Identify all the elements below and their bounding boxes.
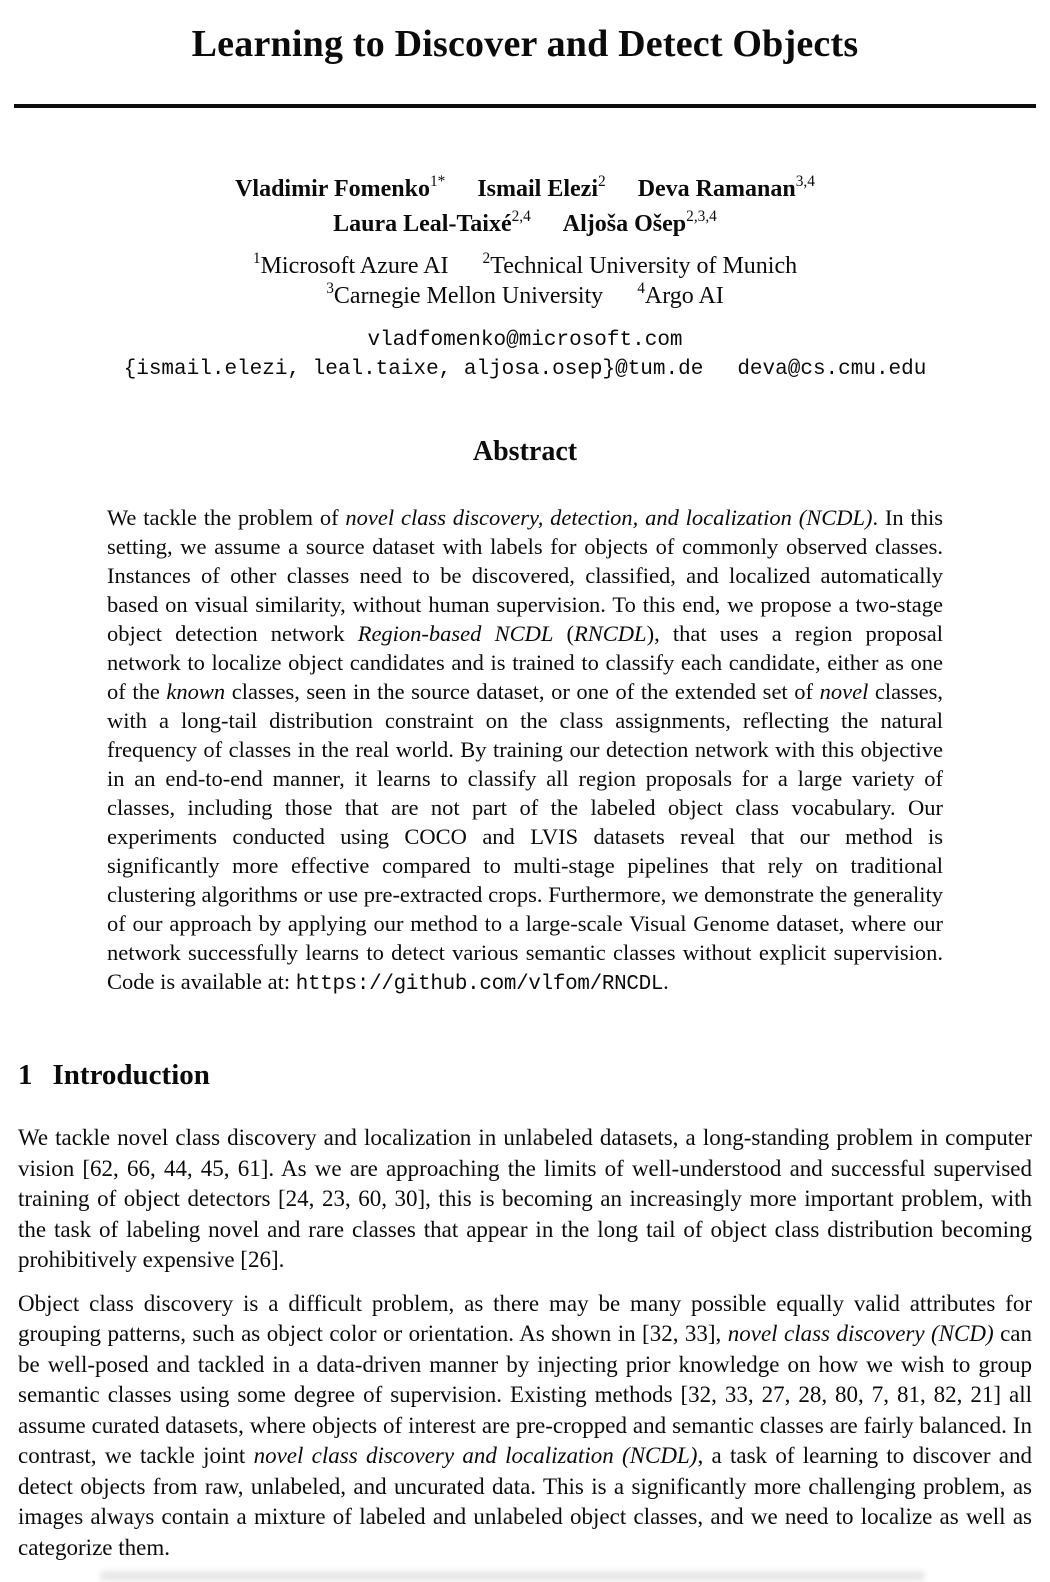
affiliation-name: Technical University of Munich bbox=[490, 253, 798, 279]
introduction-paragraph-1 bbox=[18, 1123, 1032, 1276]
affiliation bbox=[252, 250, 449, 279]
introduction-paragraph-2 bbox=[18, 1289, 1032, 1564]
title-divider-rule bbox=[14, 104, 1036, 108]
text-segment: . In this setting, we assume a source dataset with labels for objects of commonly observed classes. Instances of other classes need to be discovered, classified, and localized automatically based on visual similarity, without human supervision. To this end, we propose a two-stage object detection network bbox=[107, 505, 943, 646]
text-segment: . bbox=[663, 969, 669, 994]
author-name-text: Deva Ramanan bbox=[637, 176, 796, 202]
affiliation-marker: 1 bbox=[252, 250, 261, 268]
author-name bbox=[562, 208, 717, 237]
text-segment: Region-based NCDL bbox=[357, 621, 554, 646]
affiliation bbox=[326, 280, 604, 309]
author-affiliation-marker: 3,4 bbox=[795, 173, 815, 191]
affiliation-row bbox=[0, 281, 1050, 311]
author-affiliation-marker: 2 bbox=[598, 173, 606, 191]
email-block bbox=[0, 326, 1050, 384]
abstract-heading: Abstract bbox=[472, 436, 578, 467]
author-name-text: Laura Leal-Taixé bbox=[333, 211, 512, 237]
email-address-group: {ismail.elezi, leal.taixe, aljosa.osep}@tum.de bbox=[123, 358, 704, 381]
author-affiliation-marker: 1* bbox=[429, 173, 446, 191]
email-address: vladfomenko@microsoft.com bbox=[367, 329, 683, 352]
affiliation-row bbox=[0, 251, 1050, 281]
text-segment: We tackle novel class discovery and localization in unlabeled datasets, a long-standing problem in computer vision [62, 66, 44, 45, 61]. As we are approaching the limits of well-understood and successful supervised training of object detectors [24, 23, 60, 30], this is becoming an increasingly more important problem, with the task of labeling novel and rare classes that appear in the long tail of object class distribution becoming prohibitively expensive [26]. bbox=[18, 1125, 1032, 1272]
author-name-text: Vladimir Fomenko bbox=[235, 176, 430, 202]
author-row bbox=[0, 172, 1050, 207]
affiliation bbox=[482, 250, 798, 279]
affiliation-marker: 4 bbox=[637, 280, 645, 298]
author-block bbox=[0, 172, 1050, 242]
email-row bbox=[0, 355, 1050, 384]
text-segment: novel bbox=[819, 679, 869, 704]
text-segment: classes, with a long-tail distribution constraint on the class assignments, reflecting the natural frequency of classes in the real world. By training our detection network with this objective in an end-to-end manner, it learns to classify all region proposals for a large variety of classes, including those that are not part of the labeled object class vocabulary. Our experiments conducted using COCO and LVIS datasets reveal that our method is significantly more effective compared to multi-stage pipelines that rely on traditional clustering algorithms or use pre-extracted crops. Furthermore, we demonstrate the generality of our approach by applying our method to a large-scale Visual Genome dataset, where our network successfully learns to detect various semantic classes without explicit supervision. Code is available at: bbox=[107, 679, 944, 994]
affiliation-block bbox=[0, 251, 1050, 311]
affiliation-name: Carnegie Mellon University bbox=[333, 283, 604, 309]
author-name bbox=[477, 173, 606, 202]
text-segment: known bbox=[166, 679, 226, 704]
affiliation-marker: 3 bbox=[326, 280, 334, 298]
abstract-text bbox=[107, 503, 943, 999]
text-segment: , a task of learning to discover and detect objects from raw, unlabeled, and uncurated data. This is a significantly more challenging problem, as images always contain a mixture of labeled and unlabeled object classes, and we need to localize as well as categorize them. bbox=[18, 1443, 1032, 1560]
text-segment: novel class discovery, detection, and localization (NCDL) bbox=[345, 505, 873, 530]
author-name-text: Ismail Elezi bbox=[477, 176, 598, 202]
paper-title: Learning to Discover and Detect Objects bbox=[191, 23, 859, 65]
affiliation-name: Microsoft Azure AI bbox=[260, 253, 449, 279]
code-repository-link[interactable]: https://github.com/vlfom/RNCDL bbox=[295, 973, 664, 996]
text-segment: novel class discovery and localization (NCDL) bbox=[253, 1443, 698, 1468]
text-segment: can be well-posed and tackled in a data-driven manner by injecting prior knowledge on how we wish to group semantic classes using some degree of supervision. Existing methods [32, 33, 27, 28, 80, 7, 81, 82, 21] all assume curated datasets, where objects of interest are pre-cropped and semantic classes are fairly balanced. In contrast, we tackle joint bbox=[18, 1321, 1032, 1468]
affiliation-marker: 2 bbox=[482, 250, 491, 268]
author-name bbox=[637, 173, 815, 202]
next-page-content-edge bbox=[100, 1571, 925, 1581]
author-row bbox=[0, 207, 1050, 242]
section-title: Introduction bbox=[52, 1059, 210, 1091]
author-affiliation-marker: 2,4 bbox=[511, 208, 531, 226]
email-row bbox=[0, 326, 1050, 355]
author-affiliation-marker: 2,3,4 bbox=[686, 208, 717, 226]
text-segment: classes, seen in the source dataset, or one of the extended set of bbox=[225, 679, 820, 704]
text-segment: We tackle the problem of bbox=[107, 505, 346, 530]
text-segment: RNCDL bbox=[574, 621, 647, 646]
text-segment: ( bbox=[553, 621, 575, 646]
section-number: 1 bbox=[18, 1059, 33, 1091]
text-segment: Object class discovery is a difficult problem, as there may be many possible equally valid attributes for grouping patterns, such as object color or orientation. As shown in [32, 33], bbox=[18, 1290, 1032, 1346]
text-segment: novel class discovery (NCD) bbox=[727, 1321, 994, 1346]
affiliation-name: Argo AI bbox=[644, 283, 724, 309]
email-address: deva@cs.cmu.edu bbox=[737, 358, 927, 381]
author-name bbox=[333, 208, 531, 237]
section-heading-introduction bbox=[18, 1059, 1032, 1092]
affiliation bbox=[637, 280, 724, 309]
text-segment: ), that uses a region proposal network to localize object candidates and is trained to classify each candidate, either as one of the bbox=[107, 621, 944, 704]
author-name-text: Aljoša Ošep bbox=[562, 211, 687, 237]
author-name bbox=[235, 173, 446, 202]
